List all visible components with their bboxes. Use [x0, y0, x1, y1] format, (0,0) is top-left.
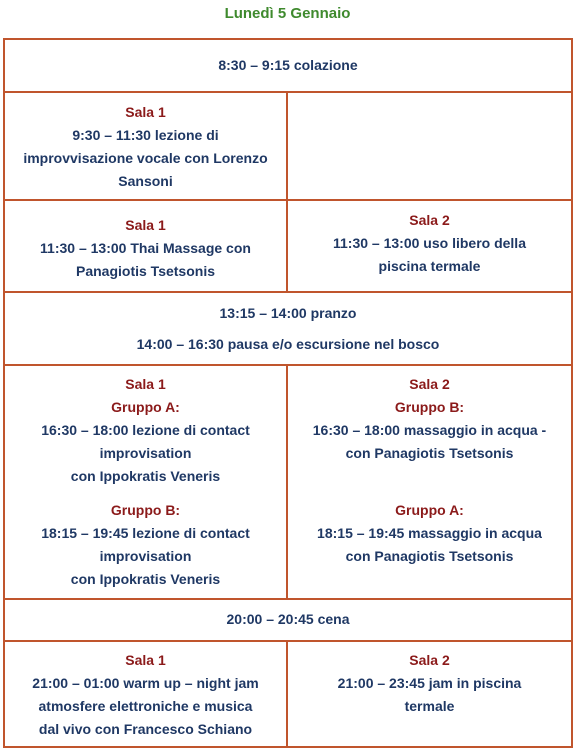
group-label: Gruppo A: — [395, 502, 464, 518]
room-label: Sala 2 — [409, 652, 450, 668]
session-line: Panagiotis Tsetsonis — [76, 263, 215, 279]
room-label: Sala 1 — [125, 104, 166, 120]
session-line: con Ippokratis Veneris — [70, 571, 221, 587]
room-label: Sala 2 — [409, 376, 450, 392]
sala2-cell — [288, 642, 571, 746]
session-line: 18:15 – 19:45 massaggio in acqua — [317, 525, 542, 541]
lunch-cell — [5, 293, 571, 364]
page-title: Lunedì 5 Gennaio — [224, 5, 351, 22]
session-line: 18:15 – 19:45 lezione di contact — [41, 525, 250, 541]
session-line: improvvisazione vocale con Lorenzo — [23, 150, 268, 166]
sala1-cell — [5, 642, 288, 746]
session-line: 21:00 – 23:45 jam in piscina — [337, 675, 522, 691]
session-line: Sansoni — [118, 173, 173, 189]
session-line: 11:30 – 13:00 Thai Massage con — [40, 240, 251, 256]
session-line: improvisation — [99, 445, 192, 461]
session-line: piscina termale — [378, 258, 481, 274]
session-line: 21:00 – 01:00 warm up – night jam — [32, 675, 259, 691]
session-line: 9:30 – 11:30 lezione di — [72, 127, 219, 143]
session-line: 11:30 – 13:00 uso libero della — [333, 235, 526, 251]
sala1-cell — [5, 201, 288, 291]
table-row — [5, 293, 571, 366]
sala2-cell — [288, 366, 571, 598]
session-line: 16:30 – 18:00 lezione di contact — [41, 422, 250, 438]
sala1-cell — [5, 366, 288, 598]
dinner-text: 20:00 – 20:45 cena — [226, 611, 350, 627]
sala1-cell — [5, 93, 288, 199]
table-row — [5, 93, 571, 201]
room-label: Sala 2 — [409, 212, 450, 228]
breakfast-cell — [5, 40, 571, 91]
schedule-table — [3, 38, 573, 748]
table-row — [5, 366, 571, 600]
session-line: dal vivo con Francesco Schiano — [38, 721, 253, 737]
room-label: Sala 1 — [125, 376, 166, 392]
table-row — [5, 600, 571, 642]
group-label: Gruppo B: — [110, 502, 181, 518]
table-row — [5, 201, 571, 293]
session-line: con Panagiotis Tsetsonis — [345, 548, 514, 564]
session-line: termale — [404, 698, 455, 714]
session-line: con Panagiotis Tsetsonis — [345, 445, 514, 461]
session-line: improvisation — [99, 548, 192, 564]
table-row — [5, 642, 571, 746]
group-label: Gruppo A: — [111, 399, 180, 415]
empty-cell — [288, 93, 571, 199]
breakfast-text: 8:30 – 9:15 colazione — [218, 57, 358, 73]
lunch-text: 13:15 – 14:00 pranzo — [219, 305, 357, 321]
sala2-cell — [288, 201, 571, 291]
table-row — [5, 40, 571, 93]
room-label: Sala 1 — [125, 217, 166, 233]
session-line: con Ippokratis Veneris — [70, 468, 221, 484]
group-label: Gruppo B: — [394, 399, 465, 415]
session-line: 16:30 – 18:00 massaggio in acqua - — [312, 422, 547, 438]
session-line: atmosfere elettroniche e musica — [38, 698, 253, 714]
break-text: 14:00 – 16:30 pausa e/o escursione nel bosco — [136, 336, 440, 352]
dinner-cell — [5, 600, 571, 640]
room-label: Sala 1 — [125, 652, 166, 668]
